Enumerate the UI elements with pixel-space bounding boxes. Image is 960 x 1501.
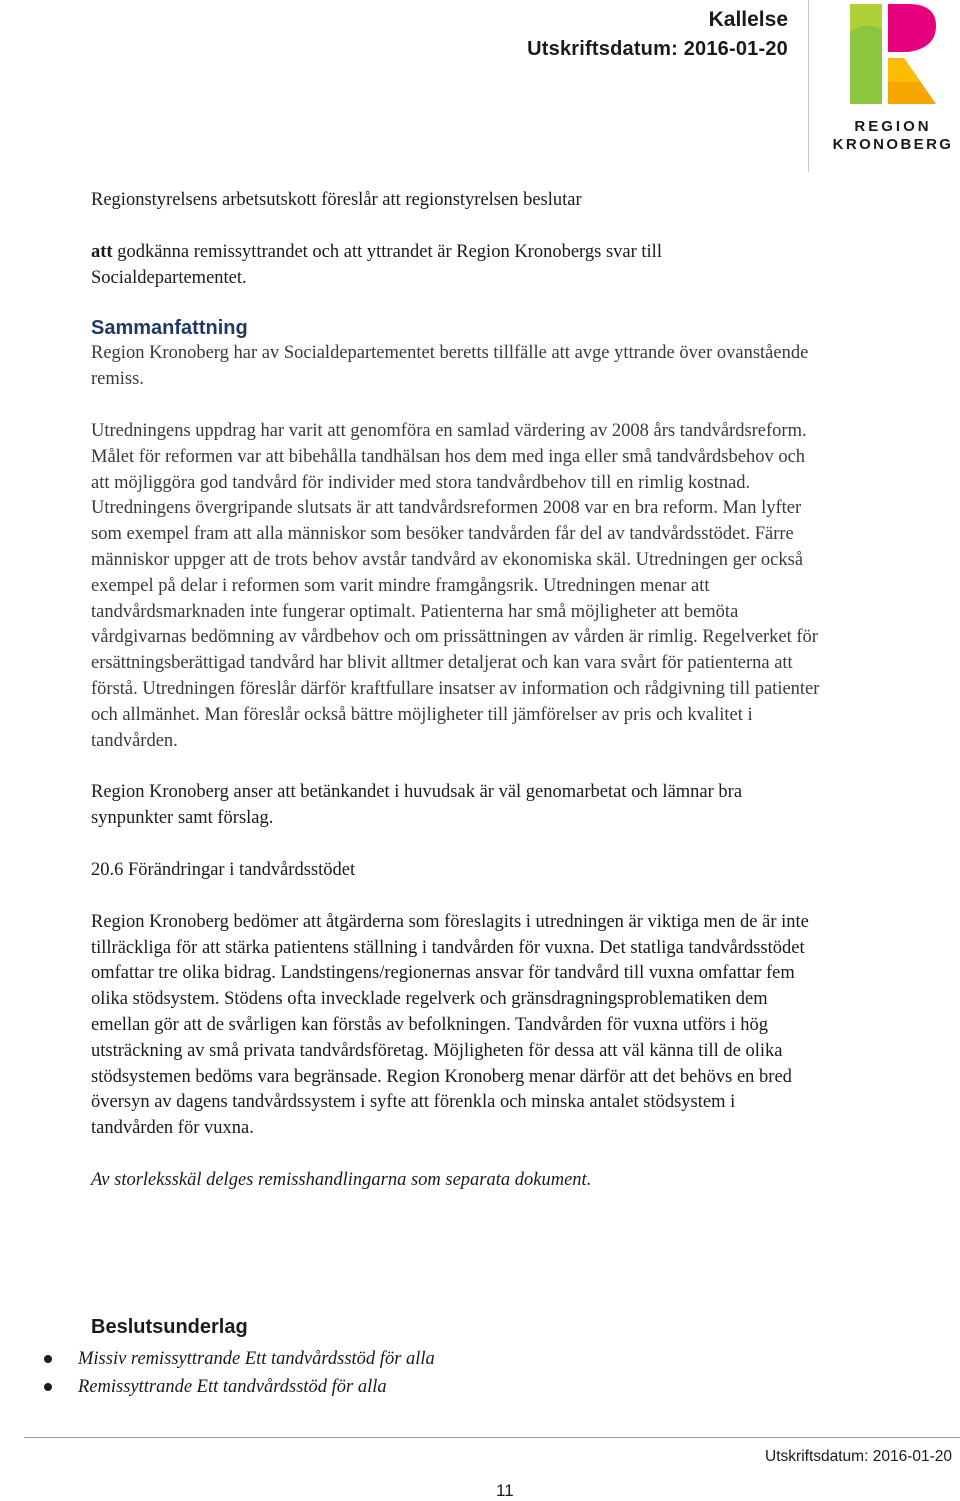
proposal-att: att xyxy=(91,241,113,262)
document-body xyxy=(91,188,821,1194)
document-type: Kallelse xyxy=(708,8,788,31)
summary-paragraph-2: Utredningens uppdrag har varit att genomföra en samlad värdering av 2008 års tandvårdsreform. Målet för reformen var att bibehålla tandhälsan hos dem med inga eller små tandvårdsbehov och att möjliggöra god tandvård för individer med stora tandvårdbehov till en rimlig kostnad. Utredningens övergripande slutsats är att tandvårdsreformen 2008 var en bra reform. Man lyfter som exempel fram att alla människor som besöker tandvården får del av tandvårdsstödet. Färre människor uppger att de trots behov avstår tandvård av ekonomiska skäl. Utredningen ger också exempel på delar i reformen som varit mindre framgångsrik. Utredningen menar att tandvårdsmarknaden inte fungerar optimalt. Patienterna har små möjligheter att bemöta vårdgivarnas bedömning av vårdbehov och om prissättningen av vården är rimlig. Regelverket för ersättningsberättigad tandvård har blivit alltmer detaljerat och kan vara svårt för patienterna att förstå. Utredningen föreslår därför kraftfullare insatser av information och rådgivning till patienter och allmänhet. Man föreslår också bättre möjligheter till jämförelser av pris och kvalitet i tandvården. xyxy=(91,420,820,751)
page-number: 11 xyxy=(496,1481,514,1500)
logo-line-region: REGION xyxy=(854,118,932,135)
beslutsunderlag-list xyxy=(40,1345,435,1401)
section-heading: 20.6 Förändringar i tandvårdsstödet xyxy=(91,859,356,880)
bullet-icon xyxy=(44,1383,52,1391)
logo-line-kronoberg: KRONOBERG xyxy=(832,136,954,153)
region-kronoberg-logo-icon xyxy=(846,0,940,108)
list-item xyxy=(40,1373,435,1401)
list-item-text: Missiv remissyttrande Ett tandvårdsstöd för alla xyxy=(78,1349,435,1369)
summary-heading: Sammanfattning xyxy=(91,317,248,340)
beslutsunderlag-heading: Beslutsunderlag xyxy=(91,1316,248,1338)
logo-magenta-shape xyxy=(888,4,936,52)
summary-paragraph-1: Region Kronoberg har av Socialdepartementet beretts tillfälle att avge yttrande över ovanstående remiss. xyxy=(91,343,809,390)
document-header xyxy=(527,6,788,64)
list-item-text: Remissyttrande Ett tandvårdsstöd för alla xyxy=(78,1377,387,1397)
summary-paragraph-3: Region Kronoberg anser att betänkandet i huvudsak är väl genomarbetat och lämnar bra synpunkter samt förslag. xyxy=(91,782,743,829)
proposal-text xyxy=(91,240,821,292)
header-divider xyxy=(808,0,809,172)
intro-text: Regionstyrelsens arbetsutskott föreslår att regionstyrelsen beslutar xyxy=(91,190,582,210)
footer-divider xyxy=(24,1437,960,1438)
print-date: Utskriftsdatum: 2016-01-20 xyxy=(527,38,788,60)
footer-print-date: Utskriftsdatum: 2016-01-20 xyxy=(765,1448,952,1465)
list-item xyxy=(40,1345,435,1373)
section-paragraph: Region Kronoberg bedömer att åtgärderna som föreslagits i utredningen är viktiga men de är inte tillräckliga för att stärka patientens ställning i tandvården för vuxna. Det statliga tandvårdsstödet omfattar tre olika bidrag. Landstingens/regionernas ansvar för tandvård till vuxna omfattar fem olika stödsystem. Stödens ofta invecklade regelverk och gränsdragningsproblematiken dem emellan gör att de svårligen kan förstås av befolkningen. Tandvården för vuxna utförs i hög utsträckning av små privata tandvårdsföretag. Möjligheten för dessa att väl känna till de olika stödsystemen bedöms vara begränsade. Region Kronoberg menar därför att det behövs en bred översyn av dagens tandvårdssystem i syfte att förenkla och minska antalet stödsystem i tandvården för vuxna. xyxy=(91,911,809,1139)
logo-wordmark xyxy=(826,118,960,154)
proposal-rest: godkänna remissyttrandet och att yttrandet är Region Kronobergs svar till Socialdepartementet. xyxy=(91,241,662,288)
bullet-icon xyxy=(44,1355,52,1363)
size-note: Av storleksskäl delges remisshandlingarna som separata dokument. xyxy=(91,1169,592,1190)
